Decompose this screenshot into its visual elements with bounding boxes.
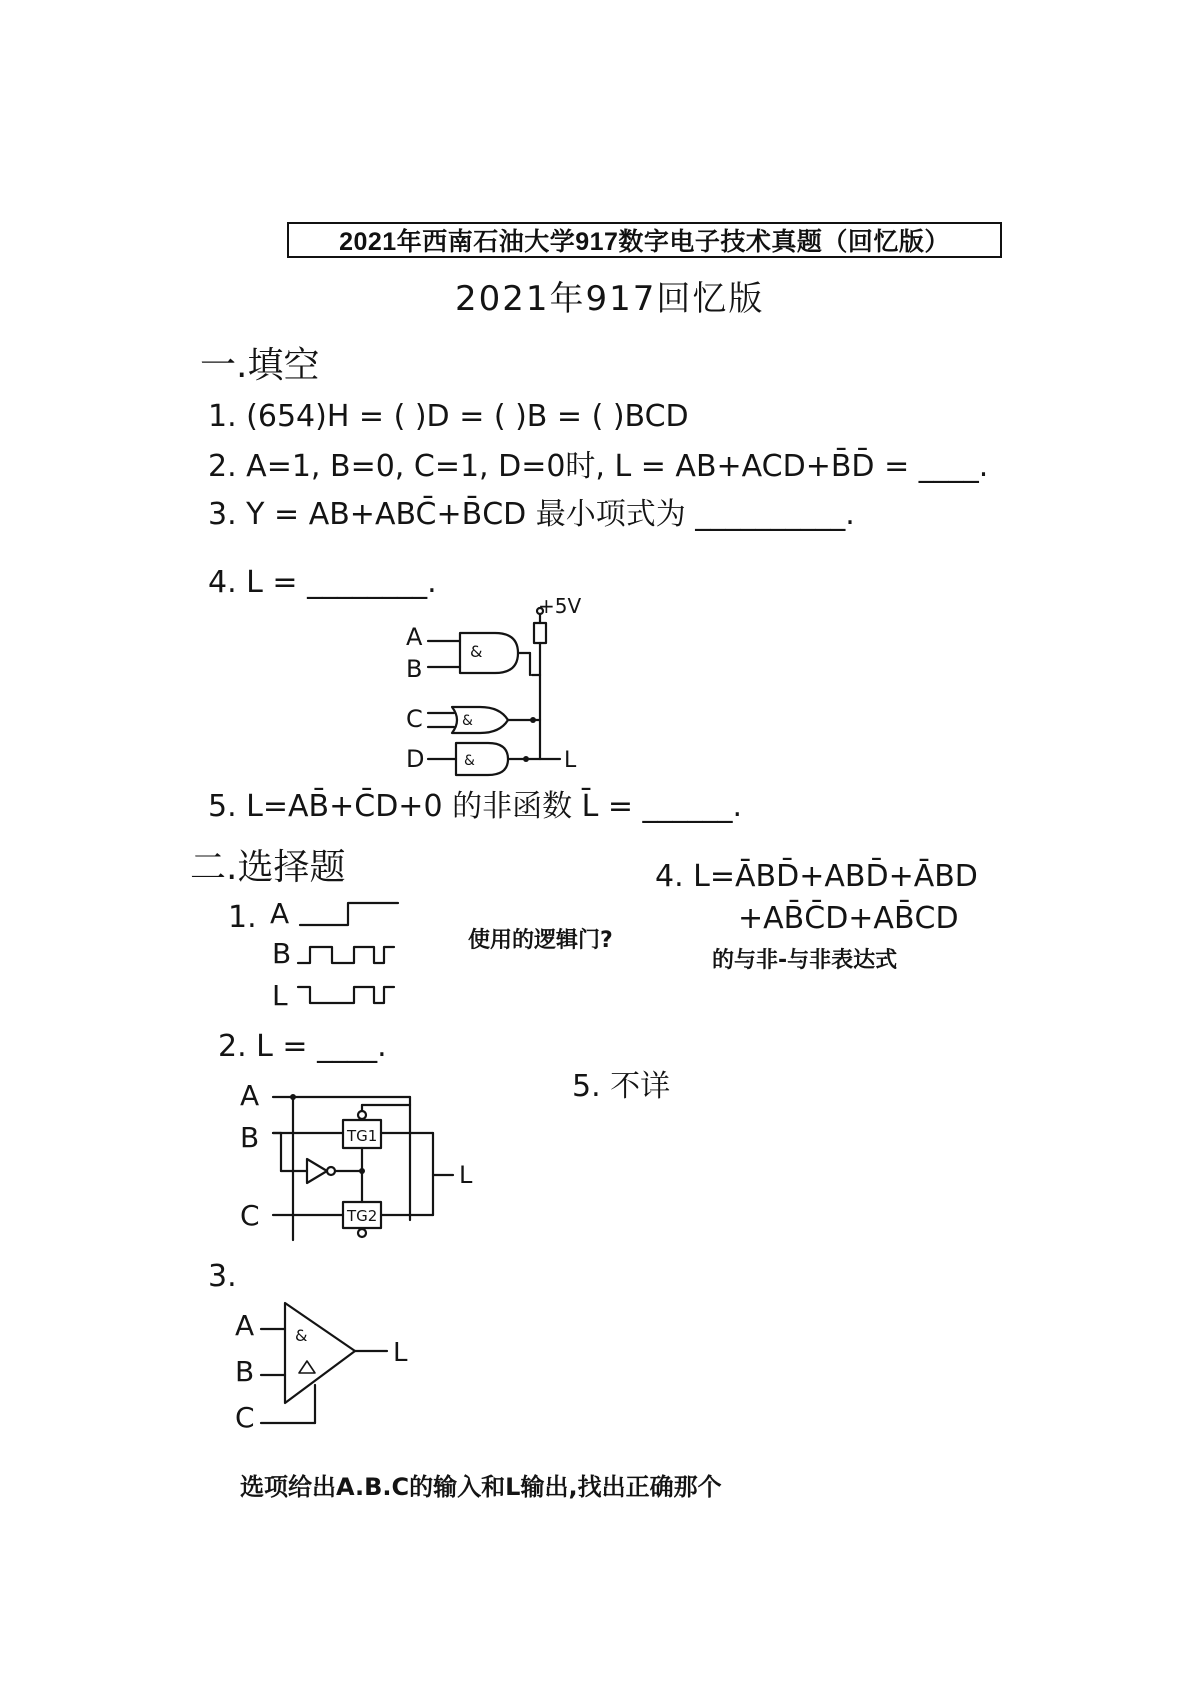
q1-2: 2. A=1, B=0, C=1, D=0时, L = AB+ACD+B̄D̄ = ____. (208, 449, 989, 484)
q2-4-note: 的与非-与非表达式 (712, 948, 898, 973)
svg-text:&: & (462, 713, 473, 729)
output-L-label: L (564, 748, 577, 773)
tri-input-A-label: A (235, 1309, 255, 1342)
q1-4: 4. L = ________. (208, 565, 437, 600)
wave-B-label: B (272, 937, 292, 970)
pullup-resistor (534, 623, 546, 643)
or-gate-2 (452, 707, 508, 733)
wave-A-label: A (270, 897, 290, 930)
and-gate-1 (460, 633, 518, 673)
input-B-label: B (406, 655, 423, 683)
svg-text:&: & (295, 1326, 308, 1345)
q1-1: 1. (654)H = ( )D = ( )B = ( )BCD (208, 399, 689, 434)
tg-input-B-label: B (240, 1121, 260, 1154)
wave-L-label: L (272, 979, 288, 1012)
supply-label: +5V (538, 594, 582, 618)
q2-3-note: 选项给出A.B.C的输入和L输出,找出正确那个 (240, 1473, 722, 1501)
q1-3: 3. Y = AB+ABC̄+B̄CD 最小项式为 __________. (208, 497, 855, 532)
section2-heading: 二.选择题 (190, 847, 346, 888)
q2-2-circuit (235, 1075, 505, 1240)
tg-input-A-label: A (240, 1079, 260, 1112)
inverter (307, 1159, 327, 1183)
tg-output-L-label: L (459, 1161, 473, 1189)
q2-1-num: 1. (228, 900, 257, 935)
input-A-label: A (406, 623, 423, 651)
input-C-label: C (406, 705, 423, 733)
svg-text:TG2: TG2 (347, 1207, 378, 1225)
q2-3-num: 3. (208, 1259, 237, 1294)
q2-5: 5. 不详 (572, 1069, 671, 1104)
wave-L (298, 987, 394, 1003)
tg-input-C-label: C (240, 1199, 260, 1232)
q2-2: 2. L = ____. (218, 1029, 387, 1064)
exam-title: 2021年西南石油大学917数字电子技术真题（回忆版） (287, 222, 1002, 258)
q2-3-circuit (235, 1295, 435, 1435)
tri-output-L-label: L (393, 1338, 408, 1368)
svg-text:&: & (470, 642, 483, 661)
q1-4-circuit (400, 594, 590, 773)
open-drain-gate (285, 1303, 355, 1403)
q1-5: 5. L=AB̄+C̄D+0 的非函数 L̄ = ______. (208, 789, 743, 824)
wave-B (298, 947, 394, 963)
q2-4-line2: +AB̄C̄D+AB̄CD (738, 901, 959, 936)
svg-text:TG1: TG1 (347, 1127, 378, 1145)
q2-1-waveforms (270, 895, 410, 1015)
section1-heading: 一.填空 (200, 345, 320, 386)
q2-4: 4. L=ĀBD̄+ABD̄+ĀBD (655, 859, 978, 894)
tri-input-C-label: C (235, 1401, 255, 1434)
input-D-label: D (406, 745, 425, 773)
q2-1-note: 使用的逻辑门? (468, 928, 613, 953)
wave-A (300, 903, 398, 925)
svg-text:&: & (464, 753, 475, 769)
tri-input-B-label: B (235, 1355, 255, 1388)
handwritten-subtitle: 2021年917回忆版 (455, 279, 765, 319)
